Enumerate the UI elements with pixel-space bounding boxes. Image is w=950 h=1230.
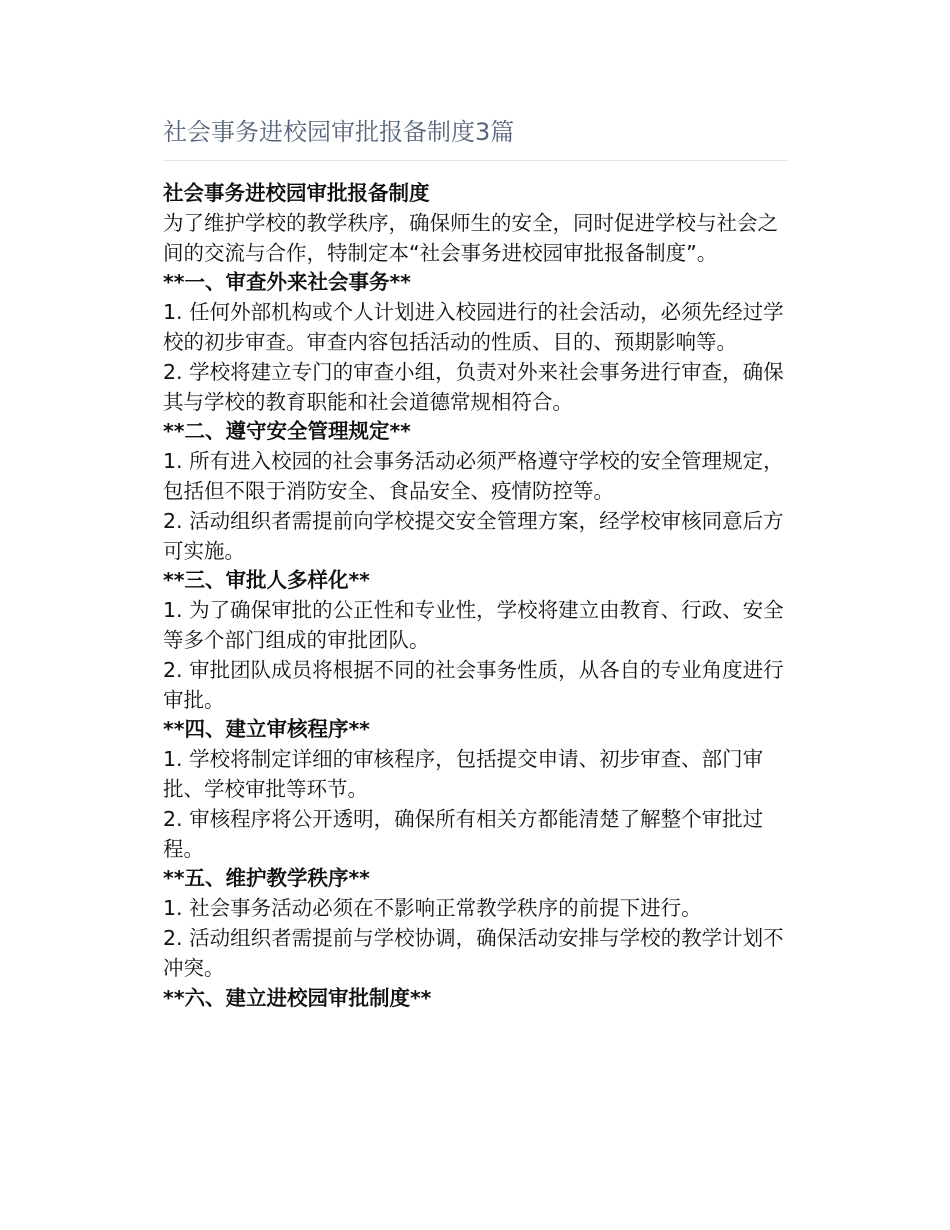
section-item: 1. 任何外部机构或个人计划进入校园进行的社会活动，必须先经过学校的初步审查。审查内容包括活动的性质、目的、预期影响等。	[163, 300, 784, 354]
section-item: 2. 学校将建立专门的审查小组，负责对外来社会事务进行审查，确保其与学校的教育职能和社会道德常规相符合。	[163, 359, 784, 414]
section-heading: **六、建立进校园审批制度**	[163, 985, 432, 1010]
section-item: 2. 审核程序将公开透明，确保所有相关方都能清楚了解整个审批过程。	[163, 806, 764, 861]
section-heading: **一、审查外来社会事务**	[163, 270, 411, 295]
section-item: 1. 所有进入校园的社会事务活动必须严格遵守学校的安全管理规定，包括但不限于消防安全、食品安全、疫情防控等。	[163, 449, 784, 503]
document-body	[163, 179, 788, 1013]
intro-paragraph: 为了维护学校的教学秩序，确保师生的安全，同时促进学校与社会之间的交流与合作，特制定本“社会事务进校园审批报备制度”。	[163, 210, 778, 265]
title-divider	[163, 160, 788, 161]
section-heading: **五、维护教学秩序**	[163, 866, 370, 891]
section-item: 2. 审批团队成员将根据不同的社会事务性质，从各自的专业角度进行审批。	[163, 657, 784, 712]
section-item: 2. 活动组织者需提前与学校协调，确保活动安排与学校的教学计划不冲突。	[163, 925, 784, 980]
document-subtitle: 社会事务进校园审批报备制度	[163, 181, 430, 205]
section-item: 1. 学校将制定详细的审核程序，包括提交申请、初步审查、部门审批、学校审批等环节。	[163, 747, 764, 801]
document-title: 社会事务进校园审批报备制度3篇	[163, 118, 515, 146]
document-page	[163, 112, 788, 1013]
section-item: 1. 为了确保审批的公正性和专业性，学校将建立由教育、行政、安全等多个部门组成的审批团队。	[163, 598, 784, 652]
section-item: 2. 活动组织者需提前向学校提交安全管理方案，经学校审核同意后方可实施。	[163, 508, 784, 563]
section-heading: **三、审批人多样化**	[163, 568, 370, 593]
section-heading: **二、遵守安全管理规定**	[163, 419, 411, 444]
section-heading: **四、建立审核程序**	[163, 717, 370, 742]
section-item: 1. 社会事务活动必须在不影响正常教学秩序的前提下进行。	[163, 896, 702, 921]
